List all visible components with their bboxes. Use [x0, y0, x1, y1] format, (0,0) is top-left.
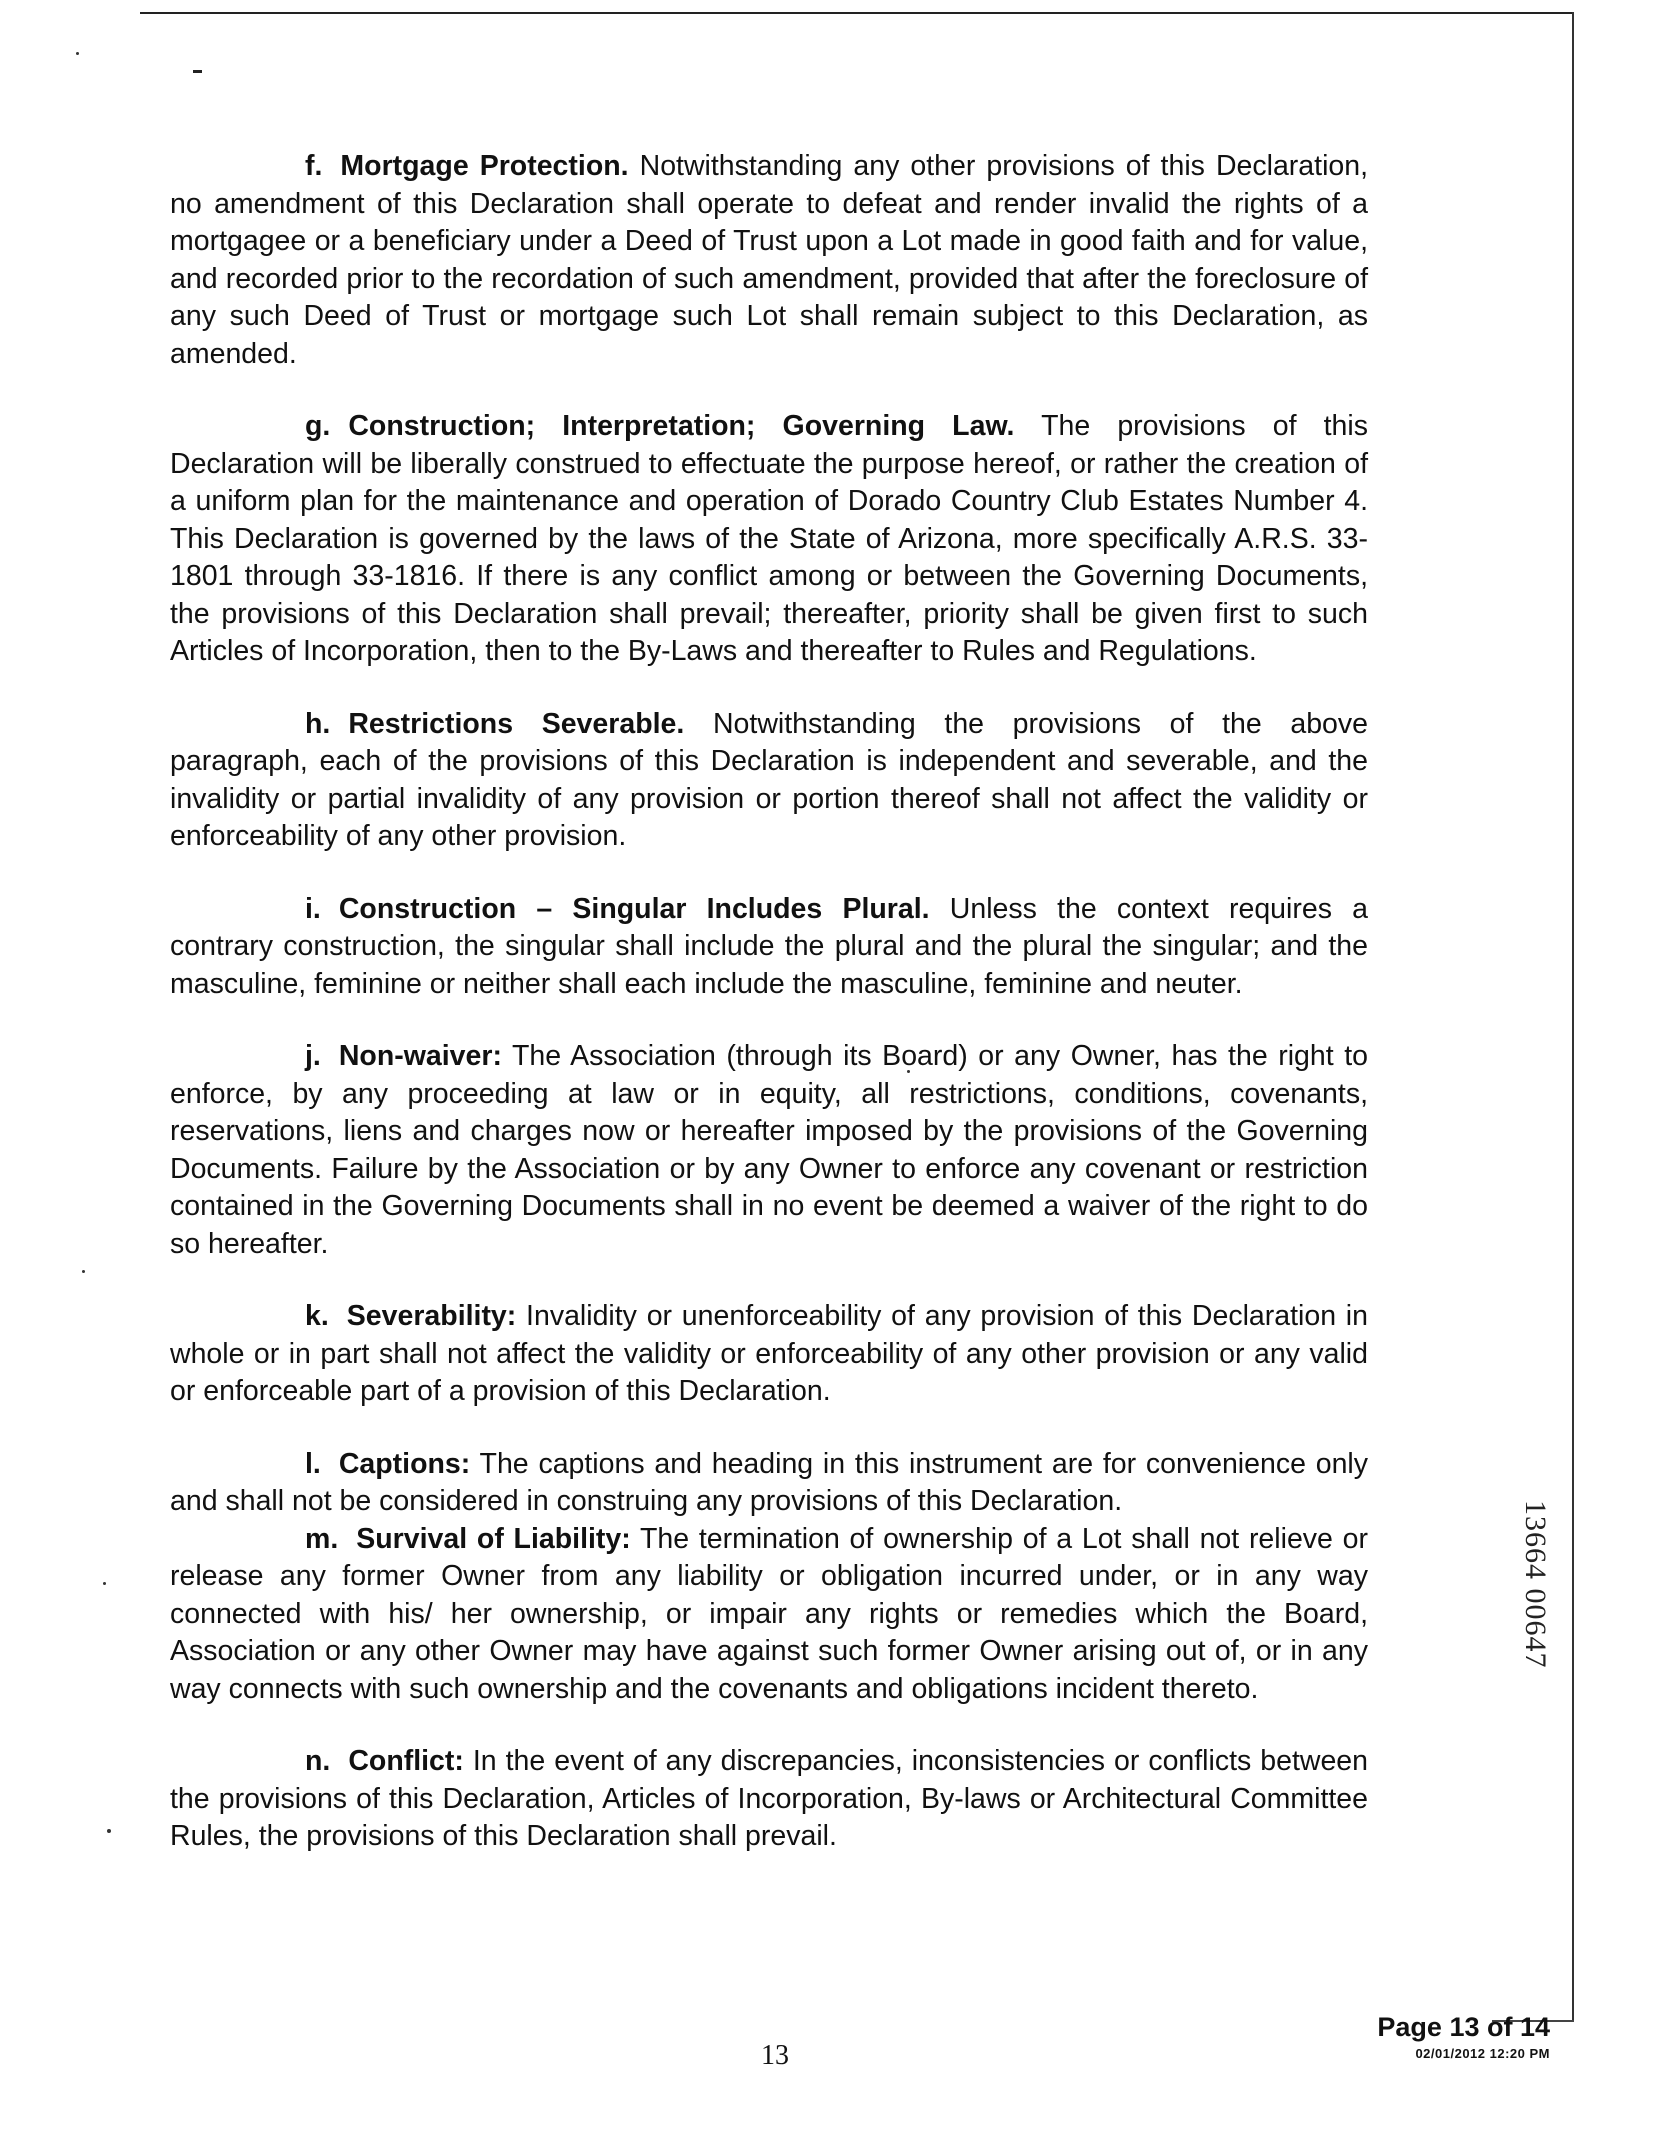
section-f — [170, 148, 1368, 373]
section-text: Invalidity or unenforceability of any provision of this Declaration in whole or in part shall not affect the validity or enforceability of any other provision or any valid or enforceable part of a provision of this Declaration. — [170, 1300, 1368, 1407]
section-label — [305, 1745, 464, 1777]
section-letter: h. — [305, 707, 331, 740]
section-title: Construction – Singular Includes Plural. — [338, 892, 930, 925]
section-text: The Association (through its Board) or any Owner, has the right to enforce, by any proceeding at law or in equity, all restrictions, conditions, covenants, reservations, liens and charges now or hereafter imposed by the provisions of the Governing Documents. Failure by the Association or by any Owner to enforce any covenant or restriction contained in the Governing Documents shall in no event be deemed a waiver of the right to do so hereafter. — [170, 1040, 1368, 1260]
section-label — [305, 410, 1014, 442]
page-of-label: Page 13 of 14 — [1377, 2012, 1550, 2042]
scan-border-right — [1572, 12, 1574, 2022]
recording-number: 13664 00647 — [1519, 1500, 1552, 1669]
section-n — [170, 1743, 1368, 1856]
section-text: Notwithstanding the provisions of the above paragraph, each of the provisions of this Declaration is independent and severable, and the invalidity or partial invalidity of any provision or portion thereof shall not affect the validity or enforceability of any other provision. — [170, 707, 1369, 852]
scan-speck — [76, 52, 79, 55]
section-h — [170, 706, 1368, 856]
section-letter: k. — [305, 1300, 329, 1332]
section-text: The termination of ownership of a Lot shall not relieve or release any former Owner from any liability or obligation incurred under, or in any way connected with his/ her ownership, or impair any rights or remedies which the Board, Association or any other Owner may have against such former Owner arising out of, or in any way connects with such ownership and the covenants and obligations incident thereto. — [170, 1522, 1368, 1705]
section-letter: f. — [305, 150, 323, 182]
section-title: Restrictions Severable. — [348, 707, 685, 740]
section-title: Captions: — [338, 1447, 471, 1480]
page-number: 13 — [761, 2040, 789, 2071]
document-body — [170, 148, 1368, 1891]
section-title: Severability: — [346, 1300, 517, 1332]
section-label — [305, 1300, 516, 1332]
section-title: Survival of Liability: — [356, 1522, 631, 1555]
section-l — [170, 1446, 1368, 1521]
scan-dash-mark — [193, 70, 202, 73]
section-letter: j. — [305, 1040, 321, 1072]
section-letter: m. — [305, 1522, 339, 1555]
section-label — [305, 893, 930, 925]
scan-border-top — [140, 12, 1574, 14]
section-letter: n. — [305, 1745, 331, 1777]
section-text: The captions and heading in this instrument are for convenience only and shall not be considered in construing any provisions of this Declaration. — [170, 1447, 1369, 1517]
section-title: Non-waiver: — [338, 1040, 502, 1072]
section-title: Conflict: — [348, 1745, 464, 1777]
section-j — [170, 1038, 1368, 1263]
section-label — [305, 1040, 502, 1072]
section-text: Notwithstanding any other provisions of this Declaration, no amendment of this Declaration shall operate to defeat and render invalid the rights of a mortgagee or a beneficiary under a Deed of Trust upon a Lot made in good faith and for value, and recorded prior to the recordation of such amendment, provided that after the foreclosure of any such Deed of Trust or mortgage such Lot shall remain subject to this Declaration, as amended. — [170, 150, 1369, 370]
section-title: Construction; Interpretation; Governing Law. — [348, 410, 1015, 442]
section-m — [170, 1521, 1368, 1709]
section-letter: i. — [305, 892, 321, 925]
section-letter: l. — [305, 1447, 321, 1480]
section-g — [170, 408, 1368, 671]
scan-speck — [103, 1582, 106, 1585]
section-label — [305, 708, 684, 740]
scan-speck — [107, 1829, 111, 1833]
section-label — [305, 150, 629, 182]
scan-speck — [82, 1270, 85, 1273]
stamp-date: 02/01/2012 12:20 PM — [1415, 2046, 1550, 2061]
section-text: Unless the context requires a contrary construction, the singular shall include the plural and the plural the singular; and the masculine, feminine or neither shall each include the masculine, feminine and neuter. — [170, 892, 1368, 1000]
section-title: Mortgage Protection. — [340, 150, 629, 182]
section-label — [305, 1448, 470, 1480]
section-k — [170, 1298, 1368, 1411]
section-text: The provisions of this Declaration will be liberally construed to effectuate the purpose hereof, or rather the creation of a uniform plan for the maintenance and operation of Dorado Country Club Estates Number 4. This Declaration is governed by the laws of the State of Arizona, more specifically A.R.S. 33-1801 through 33-1816. If there is any conflict among or between the Governing Documents, the provisions of this Declaration shall prevail; thereafter, priority shall be given first to such Articles of Incorporation, then to the By-Laws and thereafter to Rules and Regulations. — [170, 410, 1368, 667]
section-text: In the event of any discrepancies, inconsistencies or conflicts between the provisions of this Declaration, Articles of Incorporation, By-laws or Architectural Committee Rules, the provisions of this Declaration shall prevail. — [170, 1745, 1368, 1852]
section-letter: g. — [305, 410, 331, 442]
section-i — [170, 891, 1368, 1004]
section-label — [305, 1523, 631, 1555]
